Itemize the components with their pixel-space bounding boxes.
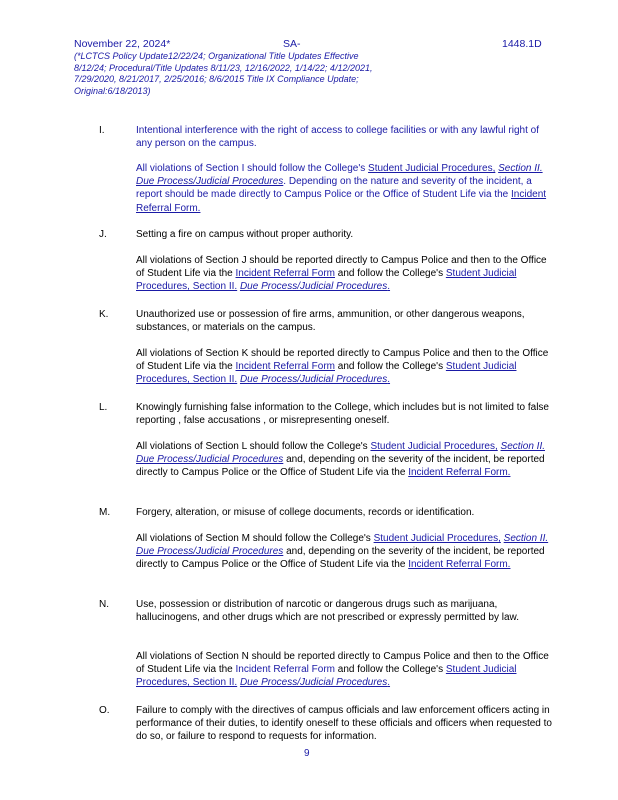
header-sa: SA-: [283, 38, 301, 50]
violation-paragraph: All violations of Section L should follow the College's Student Judicial Procedures, Section II. Due Process/Judicial Procedures and, depending on the severity of the incident, be reported directly to Campus Police or the Office of Student Life via the Incident Referral Form.: [136, 441, 545, 479]
header-policy-code: 1448.1D: [502, 38, 542, 50]
incident-referral-form-link[interactable]: Incident Referral Form.: [408, 467, 511, 479]
section-letter: J.: [99, 229, 107, 240]
due-process-link[interactable]: Section II. Due Process/Judicial Procedures: [136, 441, 545, 466]
section-letter: O.: [99, 705, 110, 716]
student-judicial-procedures-link[interactable]: Student Judicial Procedures, Section II.: [136, 361, 517, 386]
violation-paragraph: All violations of Section M should follow the College's Student Judicial Procedures, Section II. Due Process/Judicial Procedures and, depending on the severity of the incident, be reported directly to Campus Police or the Office of Student Life via the Incident Referral Form.: [136, 533, 549, 571]
header-revision-notes: (*LCTCS Policy Update12/22/24; Organizational Title Updates Effective 8/12/24; Procedural/Title Updates 8/11/23, 12/16/2022, 1/14/22; 4/12/2021, 7/29/2020, 8/21/2017, 2/25/2016; 8/6/2015 Title IX Compliance Update; Original:6/18/2013): [74, 51, 373, 96]
due-process-link[interactable]: Due Process/Judicial Procedures: [239, 677, 388, 689]
student-judicial-procedures-link[interactable]: Student Judicial Procedures, Section II.: [136, 268, 517, 293]
section-letter: I.: [99, 125, 105, 136]
violation-paragraph: All violations of Section K should be reported directly to Campus Police and then to the Office of Student Life via the Incident Referral Form and follow the College's Student Judicial Procedures, Section II. Due Process/Judicial Procedures.: [136, 348, 549, 386]
section-letter: L.: [99, 402, 108, 413]
section-description: Use, possession or distribution of narcotic or dangerous drugs such as marijuana, hallucinogens, and other drugs which are not prescribed or expressly permitted by law.: [136, 599, 519, 624]
section-letter: N.: [99, 599, 109, 610]
incident-referral-form-link[interactable]: Incident Referral Form: [235, 268, 335, 280]
incident-referral-form-link[interactable]: Incident Referral Form.: [136, 189, 547, 214]
student-judicial-procedures-link[interactable]: Student Judicial Procedures,: [370, 441, 498, 452]
due-process-link[interactable]: Section II. Due Process/Judicial Procedures: [136, 533, 549, 558]
violation-paragraph: All violations of Section N should be reported directly to Campus Police and then to the Office of Student Life via the Incident Referral Form and follow the College's Student Judicial Procedures, Section II. Due Process/Judicial Procedures.: [136, 651, 549, 689]
section-letter: K.: [99, 309, 109, 320]
incident-referral-form-link[interactable]: Incident Referral Form.: [408, 559, 511, 571]
student-judicial-procedures-link[interactable]: Student Judicial Procedures, Section II.: [136, 664, 517, 689]
student-judicial-procedures-link[interactable]: Student Judicial Procedures,: [373, 533, 501, 544]
section-description: Unauthorized use or possession of fire arms, ammunition, or other dangerous weapons, substances, or materials on the campus.: [136, 309, 525, 334]
due-process-link[interactable]: Due Process/Judicial Procedures: [239, 374, 388, 386]
due-process-link[interactable]: Section II. Due Process/Judicial Procedures: [136, 163, 543, 188]
section-description: Forgery, alteration, or misuse of college documents, records or identification.: [136, 507, 475, 518]
incident-referral-form-link[interactable]: Incident Referral Form: [235, 361, 335, 373]
incident-referral-form-link[interactable]: Incident Referral Form: [235, 664, 335, 676]
section-letter: M.: [99, 507, 111, 518]
section-description: Intentional interference with the right of access to college facilities or with any lawful right of any person on the campus.: [136, 125, 539, 150]
violation-paragraph: All violations of Section J should be reported directly to Campus Police and then to the Office of Student Life via the Incident Referral Form and follow the College's Student Judicial Procedures, Section II. Due Process/Judicial Procedures.: [136, 255, 547, 293]
student-judicial-procedures-link[interactable]: Student Judicial Procedures,: [368, 163, 496, 174]
due-process-link[interactable]: Due Process/Judicial Procedures: [239, 281, 388, 293]
page-number: 9: [304, 748, 310, 759]
section-description: Knowingly furnishing false information to the College, which includes but is not limited to false reporting , false accusations , or misrepresenting oneself.: [136, 402, 549, 427]
header-date: November 22, 2024*: [74, 38, 171, 50]
section-description: Setting a fire on campus without proper authority.: [136, 229, 354, 240]
section-description: Failure to comply with the directives of campus officials and law enforcement officers acting in performance of their duties, to identify oneself to these officials and officers when requested to do so, or failure to respond to requests for information.: [136, 705, 552, 743]
violation-paragraph: All violations of Section I should follow the College's Student Judicial Procedures, Section II. Due Process/Judicial Procedures. Depending on the nature and severity of the incident, a report should be made directly to Campus Police or the Office of Student Life via the Incident Referral Form.: [136, 163, 547, 214]
